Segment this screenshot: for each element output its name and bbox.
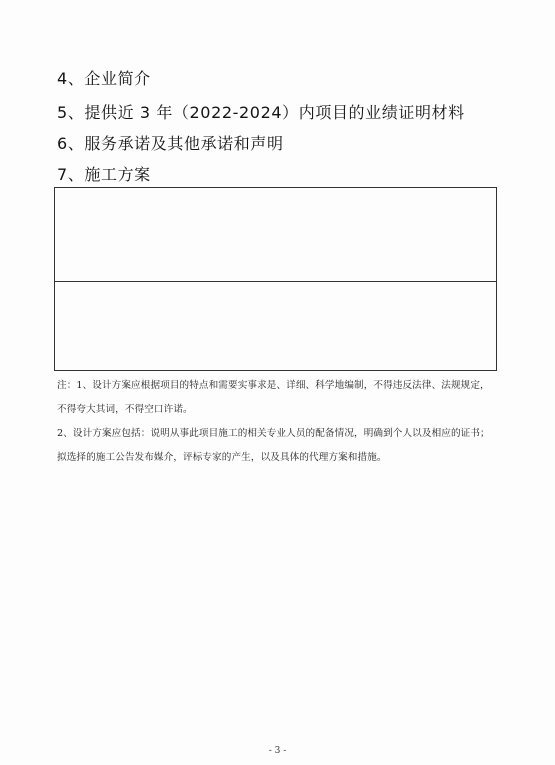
section-heading-company-profile: 4、企业简介 [57, 69, 151, 88]
note-line-1: 注：1、设计方案应根据项目的特点和需要实事求是、详细、科学地编制，不得违反法律、法规规定， [57, 380, 490, 391]
section-heading-service-commitment: 6、服务承诺及其他承诺和声明 [57, 134, 284, 153]
section-heading-performance-proof: 5、提供近 3 年（2022-2024）内项目的业绩证明材料 [57, 103, 465, 122]
page-number: - 3 - [268, 746, 287, 756]
note-line-3: 2、设计方案应包括：说明从事此项目施工的相关专业人员的配备情况，明确到个人以及相应的证书； [57, 428, 490, 439]
section-heading-construction-plan: 7、施工方案 [57, 165, 151, 184]
note-line-4: 拟选择的施工公告发布媒介，评标专家的产生，以及具体的代理方案和措施。 [57, 452, 387, 463]
note-line-2: 不得夸大其词，不得空口许诺。 [57, 404, 193, 415]
table-row-divider [55, 281, 496, 282]
construction-plan-table [54, 187, 497, 371]
